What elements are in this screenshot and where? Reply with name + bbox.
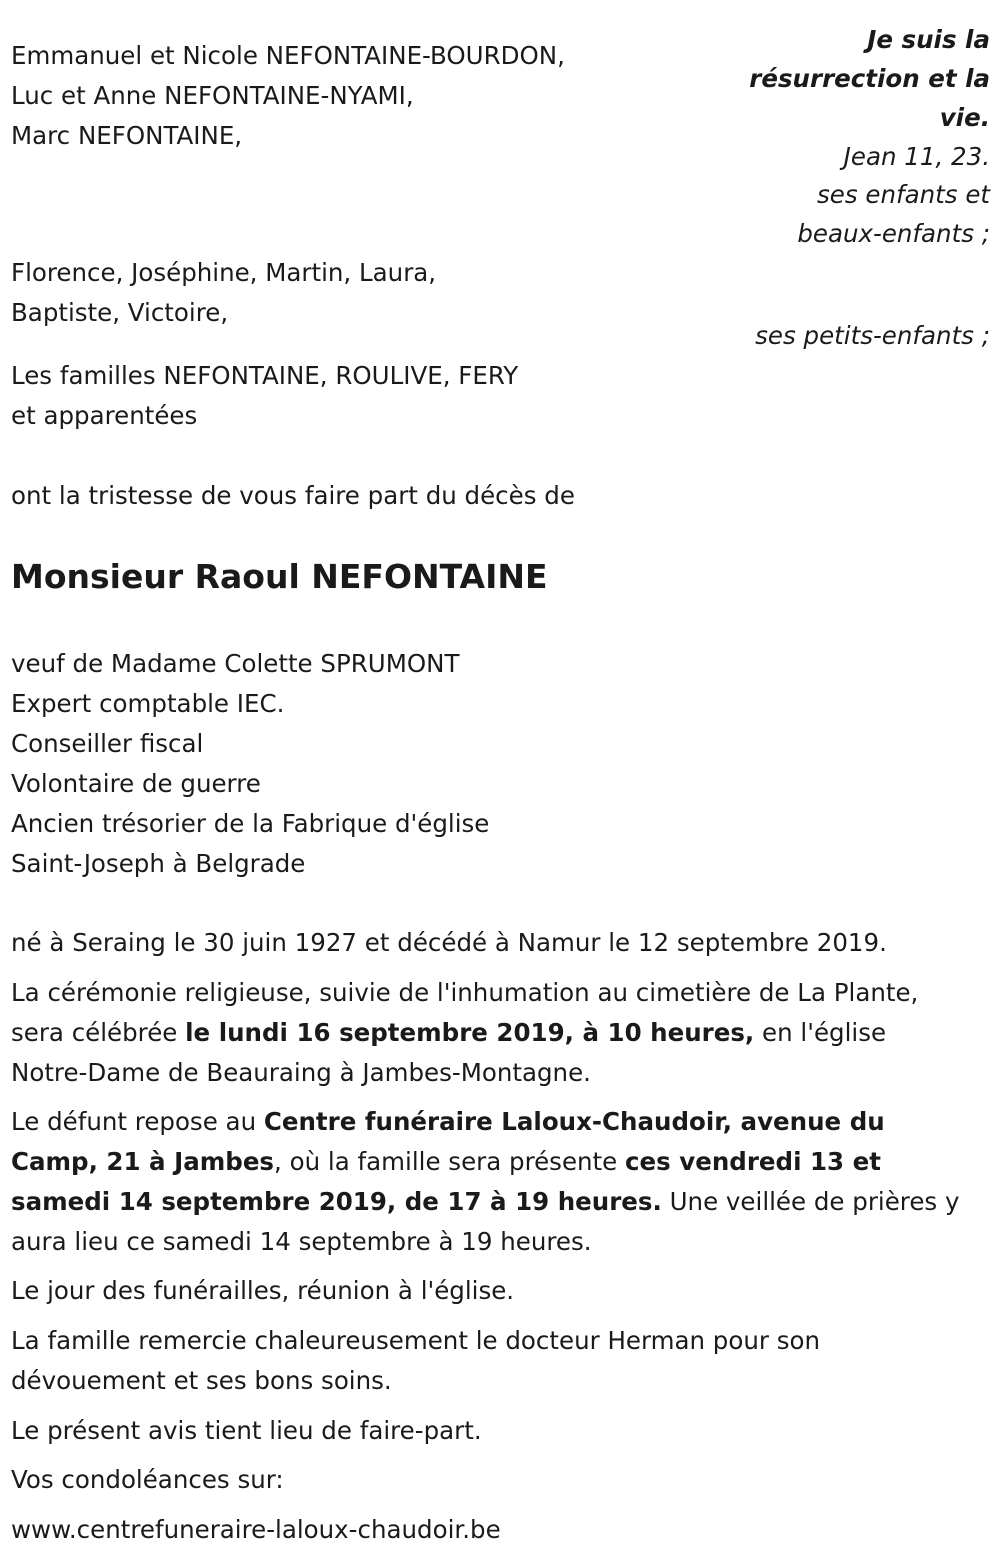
grandchildren-list [11, 253, 436, 333]
quote-line: Je suis la [867, 25, 990, 54]
title-line: Saint-Joseph à Belgrade [11, 849, 306, 878]
child-line: Luc et Anne NEFONTAINE-NYAMI, [11, 81, 414, 110]
ceremony-paragraph [11, 973, 918, 1093]
repose-line [11, 1102, 959, 1142]
title-line: Expert comptable IEC. [11, 689, 285, 718]
repose-line [11, 1182, 959, 1222]
ceremony-text: sera célébrée [11, 1018, 186, 1047]
funeral-day: Le jour des funérailles, réunion à l'église. [11, 1276, 515, 1305]
repose-dates: ces vendredi 13 et [625, 1147, 881, 1176]
title-line: Conseiller fiscal [11, 729, 204, 758]
repose-paragraph [11, 1102, 959, 1262]
deceased-titles [11, 644, 489, 884]
deceased-name: Monsieur Raoul NEFONTAINE [11, 557, 548, 596]
grandchild-line: Florence, Joséphine, Martin, Laura, [11, 258, 437, 287]
notice: Le présent avis tient lieu de faire-part. [11, 1416, 482, 1445]
thanks-line: dévouement et ses bons soins. [11, 1366, 392, 1395]
relation-line: ses enfants et [817, 180, 990, 209]
thanks-line: La famille remercie chaleureusement le docteur Herman pour son [11, 1326, 821, 1355]
condolences-label: Vos condoléances sur: [11, 1465, 284, 1494]
ceremony-text: en l'église [754, 1018, 887, 1047]
relation-line: beaux-enfants ; [797, 219, 990, 248]
title-line: veuf de Madame Colette SPRUMONT [11, 649, 460, 678]
repose-place: Camp, 21 à Jambes [11, 1147, 275, 1176]
website-link[interactable]: www.centrefuneraire-laloux-chaudoir.be [11, 1515, 501, 1544]
title-line: Volontaire de guerre [11, 769, 261, 798]
grandchildren-relation: ses petits-enfants ; [755, 321, 990, 350]
child-line: Marc NEFONTAINE, [11, 121, 243, 150]
birth-death: né à Seraing le 30 juin 1927 et décédé à Namur le 12 septembre 2019. [11, 928, 887, 957]
bible-quote [749, 20, 990, 137]
repose-text: Le défunt repose au [11, 1107, 264, 1136]
quote-line: résurrection et la [749, 64, 990, 93]
quote-reference: Jean 11, 23. [843, 142, 990, 171]
repose-text: Une veillée de prières y [661, 1187, 960, 1216]
ceremony-line: Notre-Dame de Beauraing à Jambes-Montagne. [11, 1058, 591, 1087]
children-relation [797, 175, 990, 253]
ceremony-date: le lundi 16 septembre 2019, à 10 heures, [185, 1018, 755, 1047]
ceremony-line: La cérémonie religieuse, suivie de l'inhumation au cimetière de La Plante, [11, 978, 919, 1007]
repose-text: , où la famille sera présente [274, 1147, 626, 1176]
child-line: Emmanuel et Nicole NEFONTAINE-BOURDON, [11, 41, 565, 70]
title-line: Ancien trésorier de la Fabrique d'église [11, 809, 490, 838]
repose-place: Centre funéraire Laloux-Chaudoir, avenue du [263, 1107, 885, 1136]
repose-dates: samedi 14 septembre 2019, de 17 à 19 heures. [11, 1187, 662, 1216]
family-line: Les familles NEFONTAINE, ROULIVE, FERY [11, 361, 519, 390]
grandchild-line: Baptiste, Victoire, [11, 298, 229, 327]
children-list [11, 36, 565, 156]
repose-line [11, 1142, 959, 1182]
families-list [11, 356, 518, 436]
family-line: et apparentées [11, 401, 198, 430]
ceremony-line [11, 1013, 918, 1053]
quote-line: vie. [939, 103, 990, 132]
announcement: ont la tristesse de vous faire part du décès de [11, 481, 575, 510]
repose-line: aura lieu ce samedi 14 septembre à 19 heures. [11, 1227, 592, 1256]
thanks-paragraph [11, 1321, 820, 1401]
